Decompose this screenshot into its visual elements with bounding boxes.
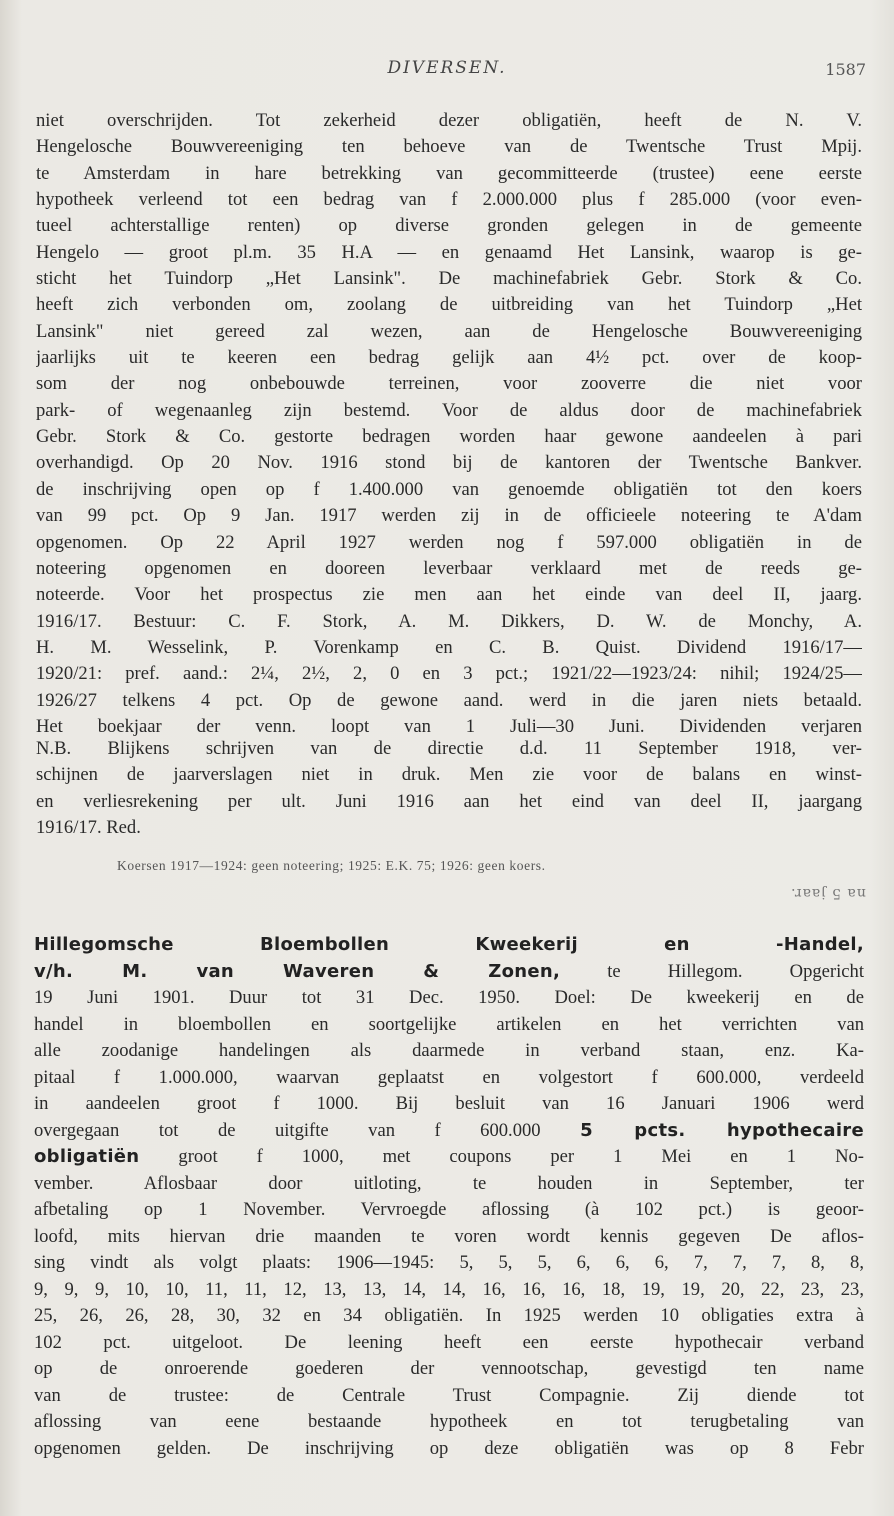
text-line: Het boekjaar der venn. loopt van 1 Juli—30 Juni. Dividenden verjaren	[36, 715, 862, 737]
text-line: niet overschrijden. Tot zekerheid dezer obligatiën, heeft de N. V.	[36, 110, 862, 131]
text-line: 1920/21: pref. aand.: 2¼, 2½, 2, 0 en 3 pct.; 1921/22—1923/24: nihil; 1924/25—	[36, 663, 862, 685]
text-line: park- of wegenaanleg zijn bestemd. Voor de aldus door de machinefabriek	[36, 399, 862, 421]
text-line: H. M. Wesselink, P. Vorenkamp en C. B. Quist. Dividend 1916/17—	[36, 636, 862, 658]
text-line: Lansink" niet gereed zal wezen, aan de Hengelosche Bouwvereeniging	[36, 320, 862, 342]
text-line: 9, 9, 9, 10, 10, 11, 11, 12, 13, 13, 14, 14, 16, 16, 16, 18, 19, 19, 20, 22, 23, 23,	[34, 1278, 864, 1300]
company-name-line2: v/h. M. van Waveren & Zonen,	[34, 960, 561, 982]
text-line: opgenomen. Op 22 April 1927 werden nog f 597.000 obligatiën in de	[36, 531, 862, 553]
text-line: 25, 26, 26, 28, 30, 32 en 34 obligatiën. In 1925 werden 10 obligaties extra à	[34, 1305, 864, 1326]
text-line: aflossing van eene bestaande hypotheek en tot terugbetaling van	[34, 1411, 864, 1432]
mirrored-text: na 5 jaar.	[790, 885, 866, 901]
text-line: en verliesrekening per ult. Juni 1916 aan het eind van deel II, jaargang	[36, 790, 862, 812]
text-line	[34, 1144, 864, 1171]
text-line: Gebr. Stork & Co. gestorte bedragen worden haar gewone aandeelen à pari	[36, 426, 862, 448]
text-line: de inschrijving open op f 1.400.000 van genoemde obligatiën tot den koers	[36, 478, 862, 500]
text-line: Hengelo — groot pl.m. 35 H.A — en genaamd Het Lansink, waarop is ge-	[36, 241, 862, 263]
text-line: 19 Juni 1901. Duur tot 31 Dec. 1950. Doel: De kweekerij en de	[34, 987, 864, 1008]
text-line: afbetaling op 1 November. Vervroegde aflossing (à 102 pct.) is geoor-	[34, 1199, 864, 1220]
text-line: te Amsterdam in hare betrekking van gecommitteerde (trustee) eene eerste	[36, 162, 862, 184]
text-line: loofd, mits hiervan drie maanden te voren wordt kennis gegeven De aflos-	[34, 1225, 864, 1247]
text-line: van de trustee: de Centrale Trust Compagnie. Zij diende tot	[34, 1384, 864, 1406]
text-line: alle zoodanige handelingen als daarmede in verband staan, enz. Ka-	[34, 1040, 864, 1061]
text-line: som der nog onbebouwde terreinen, voor zooverre die niet voor	[36, 373, 862, 395]
text-line: Hengelosche Bouwvereeniging ten behoeve van de Twentsche Trust Mpij.	[36, 136, 862, 158]
text-line: 1926/27 telkens 4 pct. Op de gewone aand. werd in die jaren niets betaald.	[36, 689, 862, 711]
text-line: opgenomen gelden. De inschrijving op deze obligatiën was op 8 Febr	[34, 1437, 864, 1459]
text-line: tueel achterstallige renten) op diverse gronden gelegen in de gemeente	[36, 215, 862, 237]
company-location: te Hillegom. Opgericht	[560, 960, 864, 982]
text-line: schijnen de jaarverslagen niet in druk. Men zie voor de balans en winst-	[36, 764, 862, 786]
text-line	[34, 1118, 864, 1145]
text-line: 1916/17. Bestuur: C. F. Stork, A. M. Dikkers, D. W. de Monchy, A.	[36, 610, 862, 632]
text-line: vember. Aflosbaar door uitloting, te houden in September, ter	[34, 1172, 864, 1194]
page-header	[0, 58, 894, 88]
bond-type-cont: obligatiën	[34, 1146, 140, 1167]
text-segment: overgegaan tot de uitgifte van f 600.000	[34, 1119, 581, 1141]
text-line: noteering opgenomen en dooreen leverbaar verklaard met de reeds ge-	[36, 557, 862, 579]
text-line: heeft zich verbonden om, zoolang de uitbreiding van het Tuindorp „Het	[36, 294, 862, 316]
text-line: 1916/17. Red.	[36, 817, 141, 839]
page-number: 1587	[825, 60, 866, 79]
paragraph-lansink	[36, 108, 862, 740]
text-line: jaarlijks uit te keeren een bedrag gelijk aan 4½ pct. over de koop-	[36, 347, 862, 369]
text-line: noteerde. Voor het prospectus zie men aan het einde van deel II, jaarg.	[36, 584, 862, 606]
text-line: pitaal f 1.000.000, waarvan geplaatst en volgestort f 600.000, verdeeld	[34, 1066, 864, 1088]
text-segment: groot f 1000, met coupons per 1 Mei en 1 No-	[139, 1146, 864, 1167]
koersen-line: Koersen 1917—1924: geen noteering; 1925: E.K. 75; 1926: geen koers.	[117, 858, 546, 873]
paragraph-hillegom	[34, 932, 864, 1462]
text-line: in aandeelen groot f 1000. Bij besluit van 16 Januari 1906 werd	[34, 1093, 864, 1114]
company-name-line1: Hillegomsche Bloembollen Kweekerij en -Handel,	[34, 934, 864, 955]
text-line: sticht het Tuindorp „Het Lansink". De machinefabriek Gebr. Stork & Co.	[36, 268, 862, 290]
bond-type: 5 pcts. hypothecaire	[580, 1119, 864, 1141]
text-line: handel in bloembollen en soortgelijke artikelen en het verrichten van	[34, 1013, 864, 1035]
text-line: op de onroerende goederen der vennootschap, gevestigd ten name	[34, 1358, 864, 1379]
text-line: hypotheek verleend tot een bedrag van f 2.000.000 plus f 285.000 (voor even-	[36, 189, 862, 211]
text-line	[34, 959, 864, 986]
text-line: N.B. Blijkens schrijven van de directie d.d. 11 September 1918, ver-	[36, 738, 862, 759]
text-line: van 99 pct. Op 9 Jan. 1917 werden zij in de officieele noteering te A'dam	[36, 505, 862, 527]
paragraph-note	[36, 736, 862, 841]
text-line: 102 pct. uitgeloot. De leening heeft een eerste hypothecair verband	[34, 1331, 864, 1353]
text-line: sing vindt als volgt plaats: 1906—1945: 5, 5, 5, 6, 6, 6, 7, 7, 7, 8, 8,	[34, 1252, 864, 1273]
text-line: overhandigd. Op 20 Nov. 1916 stond bij de kantoren der Twentsche Bankver.	[36, 452, 862, 474]
running-head: DIVERSEN.	[387, 58, 507, 78]
company-heading	[34, 932, 864, 959]
